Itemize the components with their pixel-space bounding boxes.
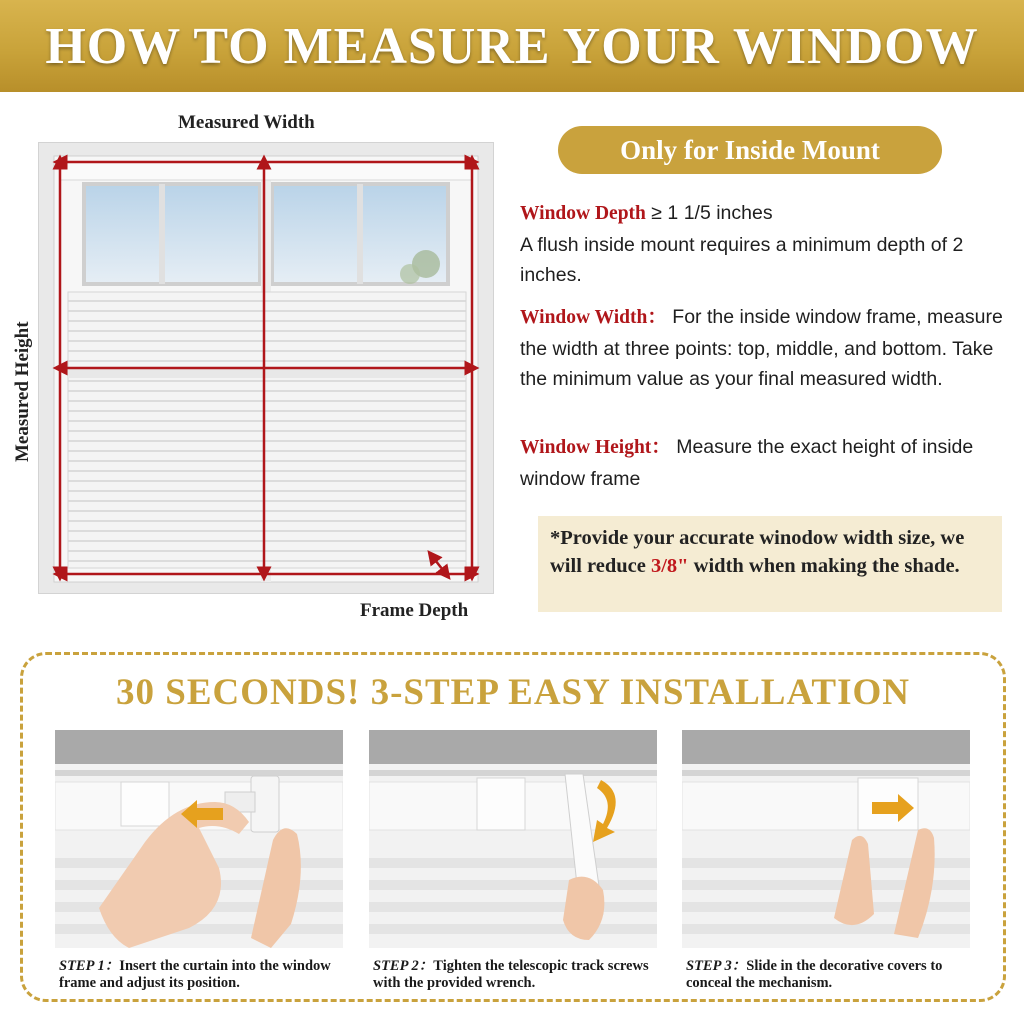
spec-depth-value: ≥ 1 1/5 inches [645,202,773,224]
spec-width-key: Window Width： [520,307,667,328]
spec-depth-desc: A flush inside mount requires a minimum depth of 2 inches. [520,233,964,286]
step-3-caption [686,958,986,992]
inside-mount-label: Only for Inside Mount [620,134,880,165]
measured-width-label: Measured Width [178,112,315,133]
note-highlight: 3/8" [650,555,689,577]
step-1-text: Insert the curtain into the window frame and adjust its position. [59,958,331,991]
step-3-text: Slide in the decorative covers to conceal the mechanism. [686,958,943,991]
step-2-caption [373,958,673,992]
spec-width-desc: For the inside window frame, measure the width at three points: top, middle, and bottom. Take the minimum value as your final measured width. [520,306,1003,390]
spec-window-height [520,432,1010,494]
measured-height-label: Measured Height [12,321,33,462]
inside-mount-badge [558,126,942,174]
frame-depth-label: Frame Depth [360,600,469,621]
window-illustration [38,142,494,594]
spec-window-depth [520,198,1010,291]
spec-window-width [520,302,1010,395]
page-title: HOW TO MEASURE YOUR WINDOW [45,17,979,75]
step-2-text: Tighten the telescopic track screws with the provided wrench. [373,958,649,991]
step-3-label: STEP 3： [686,958,747,974]
step-2-illustration [369,730,657,948]
spec-depth-key: Window Depth [520,203,646,224]
window-diagram [0,100,510,630]
width-reduction-note [538,516,1002,612]
step-1-caption [59,958,359,992]
installation-section [20,652,1006,1002]
step-2-label: STEP 2： [373,958,434,974]
header-banner [0,0,1024,92]
note-prefix: *Provide your accurate winodow width size, we will reduce [550,527,965,577]
step-3-illustration [682,730,970,948]
note-suffix: width when making the shade. [688,555,960,577]
step-1-label: STEP 1： [59,958,120,974]
spec-height-key: Window Height： [520,437,671,458]
installation-title: 30 SECONDS! 3-STEP EASY INSTALLATION [116,672,910,713]
step-1-illustration [55,730,343,948]
spec-height-desc: Measure the exact height of inside window frame [520,436,974,490]
